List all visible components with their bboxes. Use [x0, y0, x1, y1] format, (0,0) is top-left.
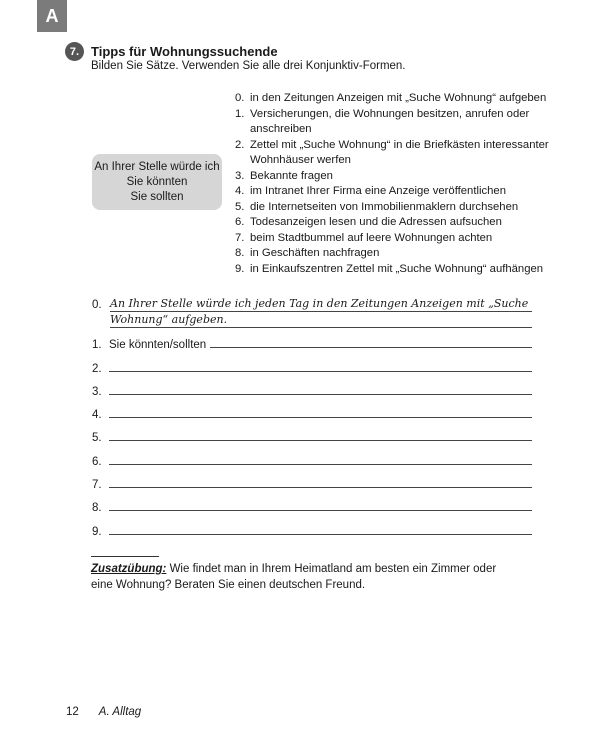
tip-item	[235, 262, 565, 278]
answer-number: 6.	[92, 455, 102, 468]
answer-row[interactable]	[92, 492, 532, 515]
answer-number: 7.	[92, 479, 102, 492]
section-tab	[37, 0, 67, 32]
tip-item	[235, 200, 565, 216]
answer-line	[110, 327, 532, 328]
answer-line[interactable]	[109, 394, 532, 395]
tip-number: 6.	[235, 216, 245, 228]
answer-line[interactable]	[109, 534, 532, 535]
page-number: 12	[66, 706, 79, 718]
tip-number: 1.	[235, 107, 245, 120]
extra-exercise	[91, 561, 511, 593]
answer-number: 4.	[92, 409, 102, 422]
answer-number: 3.	[92, 385, 102, 398]
tip-text: in den Zeitungen Anzeigen mit „Suche Wohnung“ aufgeben	[250, 92, 547, 104]
answer-row[interactable]	[92, 329, 532, 352]
answer-row[interactable]	[92, 376, 532, 399]
answer-row[interactable]	[92, 515, 532, 538]
answer-row[interactable]	[92, 352, 532, 375]
exercise-number-badge: 7.	[65, 42, 84, 61]
phrase-line: An Ihrer Stelle würde ich	[94, 160, 220, 173]
answer-row[interactable]	[92, 445, 532, 468]
tip-text: Bekannte fragen	[250, 169, 333, 182]
tip-item	[235, 184, 565, 200]
answer-number: 8.	[92, 502, 102, 515]
tip-text: beim Stadtbummel auf leere Wohnungen achten	[250, 231, 493, 244]
answer-row[interactable]	[92, 422, 532, 445]
tip-list	[235, 91, 565, 277]
tip-text: in Einkaufszentren Zettel mit „Suche Wohnung“ aufhängen	[250, 262, 544, 275]
tip-text: Versicherungen, die Wohnungen besitzen, anrufen oder anschreiben	[250, 107, 530, 135]
answer-line[interactable]	[109, 464, 532, 465]
answer-number: 1.	[92, 339, 102, 352]
answer-row[interactable]	[92, 469, 532, 492]
answer-line[interactable]	[109, 487, 532, 488]
tip-text: Zettel mit „Suche Wohnung“ in die Briefkästen interessanter Wohnhäuser werfen	[250, 138, 549, 166]
tip-item	[235, 91, 565, 107]
tip-number: 4.	[235, 185, 245, 197]
tip-number: 3.	[235, 169, 245, 182]
phrase-line: Sie sollten	[130, 190, 184, 203]
answer-line	[110, 311, 532, 312]
tip-number: 9.	[235, 262, 245, 275]
tip-text: in Geschäften nachfragen	[250, 247, 380, 259]
tip-text: die Internetseiten von Immobilienmaklern durchsehen	[250, 200, 519, 213]
answer-line[interactable]	[109, 440, 532, 441]
phrase-line: Sie könnten	[126, 175, 188, 188]
tip-number: 7.	[235, 231, 245, 244]
extra-divider	[91, 556, 159, 557]
answer-line[interactable]	[210, 347, 532, 348]
answer-prefix: Sie könnten/sollten	[109, 339, 207, 352]
exercise-instruction: Bilden Sie Sätze. Verwenden Sie alle drei Konjunktiv-Formen.	[91, 60, 406, 72]
answer-number: 9.	[92, 525, 102, 538]
answer-row[interactable]	[92, 399, 532, 422]
answer-line[interactable]	[109, 371, 532, 372]
tip-text: Todesanzeigen lesen und die Adressen aufsuchen	[250, 216, 502, 228]
exercise-title: Tipps für Wohnungssuchende	[91, 44, 278, 59]
answer-line[interactable]	[109, 510, 532, 511]
tip-item	[235, 215, 565, 231]
chapter-title: A. Alltag	[98, 706, 142, 718]
exercise-header	[65, 42, 278, 61]
answer-number: 5.	[92, 432, 102, 445]
answer-line[interactable]	[109, 417, 532, 418]
section-letter: A	[45, 5, 59, 26]
answer-area	[92, 296, 532, 539]
tip-number: 8.	[235, 247, 245, 259]
example-answer	[92, 296, 532, 329]
tip-number: 5.	[235, 200, 245, 213]
tip-item	[235, 169, 565, 185]
tip-text: im Intranet Ihrer Firma eine Anzeige veröffentlichen	[250, 185, 506, 197]
tip-item	[235, 107, 565, 138]
extra-text: Wie findet man in Ihrem Heimatland am besten ein Zimmer oder eine Wohnung? Beraten Sie einen deutschen Freund.	[91, 563, 497, 591]
answer-number: 0.	[92, 299, 102, 311]
answer-number: 2.	[92, 362, 102, 375]
tip-item	[235, 246, 565, 262]
phrase-box	[92, 154, 222, 210]
tip-number: 0.	[235, 92, 245, 104]
tip-item	[235, 231, 565, 247]
example-answer-text: An Ihrer Stelle würde ich jeden Tag in den Zeitungen Anzeigen mit „Suche Wohnung“ aufgeben.	[110, 297, 529, 326]
page-footer	[66, 706, 141, 718]
tip-number: 2.	[235, 138, 245, 151]
extra-label: Zusatzübung:	[91, 563, 167, 575]
tip-item	[235, 138, 565, 169]
